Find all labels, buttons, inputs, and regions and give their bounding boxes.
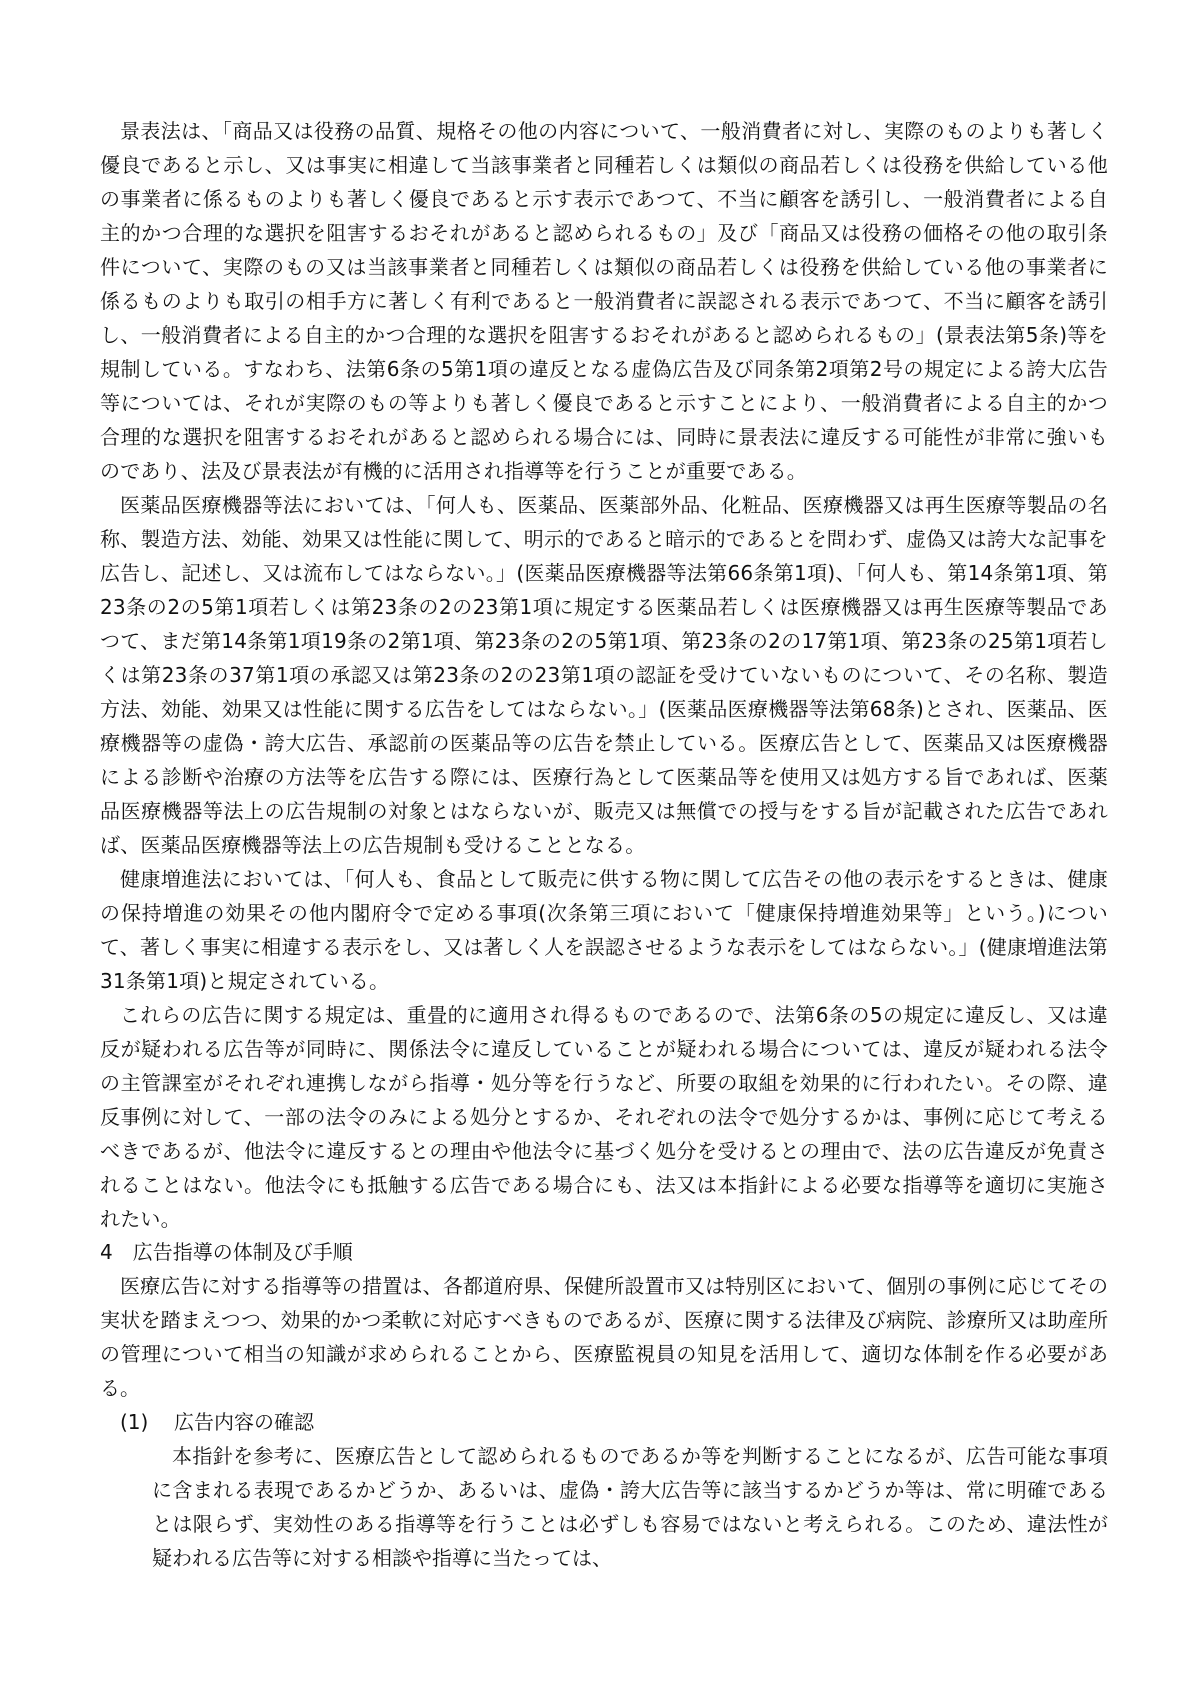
subsection-1-paragraph: 本指針を参考に、医療広告として認められるものであるか等を判断することになるが、広告可能な事項に含まれる表現であるかどうか、あるいは、虚偽・誇大広告等に該当するかどうか等は、常に明確であるとは限らず、実効性のある指導等を行うことは必ずしも容易ではないと考えられる。このため、違法性が疑われる広告等に対する相談や指導に当たっては、 [152,1444,1108,1570]
paragraph-pmd-act: 医薬品医療機器等法においては、「何人も、医薬品、医薬部外品、化粧品、医療機器又は再生医療等製品の名称、製造方法、効能、効果又は性能に関して、明示的であると暗示的であるとを問わず、虚偽又は誇大な記事を広告し、記述し、又は流布してはならない。」(医薬品医療機器等法第66条第1項)、「何人も、第14条第1項、第23条の2の5第1項若しくは第23条の2の23第1項に規定する医薬品若しくは医療機器又は再生医療等製品であつて、まだ第14条第1項19条の2第1項、第23条の2の5第1項、第23条の2の17第1項、第23条の25第1項若しくは第23条の37第1項の承認又は第23条の2の23第1項の認証を受けていないものについて、その名称、製造方法、効能、効果又は性能に関する広告をしてはならない。」(医薬品医療機器等法第68条)とされ、医薬品、医療機器等の虚偽・誇大広告、承認前の医薬品等の広告を禁止している。医療広告として、医薬品又は医療機器による診断や治療の方法等を広告する際には、医療行為として医薬品等を使用又は処方する旨であれば、医薬品医療機器等法上の広告規制の対象とはならないが、販売又は無償での授与をする旨が記載された広告であれば、医薬品医療機器等法上の広告規制も受けることとなる。 [100,493,1108,857]
subsection-1-title: 広告内容の確認 [174,1410,314,1434]
section-4-paragraph: 医療広告に対する指導等の措置は、各都道府県、保健所設置市又は特別区において、個別の事例に応じてその実状を踏まえつつ、効果的かつ柔軟に対応すべきものであるが、医療に関する法律及び病院、診療所又は助産所の管理について相当の知識が求められることから、医療監視員の知見を活用して、適切な体制を作る必要がある。 [100,1274,1108,1400]
body-text [100,114,1108,1236]
paragraph-health-promotion-act: 健康増進法においては、「何人も、食品として販売に供する物に関して広告その他の表示をするときは、健康の保持増進の効果その他内閣府令で定める事項(次条第三項において「健康保持増進効果等」という。)について、著しく事実に相違する表示をし、又は著しく人を誤認させるような表示をしてはならない。」(健康増進法第31条第1項)と規定されている。 [100,867,1108,993]
section-4-heading: 4 広告指導の体制及び手順 [100,1240,353,1264]
subsection-1-heading [120,1405,314,1439]
paragraph-overlapping-regulations: これらの広告に関する規定は、重畳的に適用され得るものであるので、法第6条の5の規定に違反し、又は違反が疑われる広告等が同時に、関係法令に違反していることが疑われる場合については、違反が疑われる法令の主管課室がそれぞれ連携しながら指導・処分等を行うなど、所要の取組を効果的に行われたい。その際、違反事例に対して、一部の法令のみによる処分とするか、それぞれの法令で処分するかは、事例に応じて考えるべきであるが、他法令に違反するとの理由や他法令に基づく処分を受けるとの理由で、法の広告違反が免責されることはない。他法令にも抵触する広告である場合にも、法又は本指針による必要な指導等を適切に実施されたい。 [100,1003,1108,1231]
subsection-1-number: (1) [120,1410,149,1434]
paragraph-keihyoho: 景表法は、「商品又は役務の品質、規格その他の内容について、一般消費者に対し、実際のものよりも著しく優良であると示し、又は事実に相違して当該事業者と同種若しくは類似の商品若しくは役務を供給している他の事業者に係るものよりも著しく優良であると示す表示であつて、不当に顧客を誘引し、一般消費者による自主的かつ合理的な選択を阻害するおそれがあると認められるもの」及び「商品又は役務の価格その他の取引条件について、実際のもの又は当該事業者と同種若しくは類似の商品若しくは役務を供給している他の事業者に係るものよりも取引の相手方に著しく有利であると一般消費者に誤認される表示であつて、不当に顧客を誘引し、一般消費者による自主的かつ合理的な選択を阻害するおそれがあると認められるもの」(景表法第5条)等を規制している。すなわち、法第6条の5第1項の違反となる虚偽広告及び同条第2項第2号の規定による誇大広告等については、それが実際のもの等よりも著しく優良であると示すことにより、一般消費者による自主的かつ合理的な選択を阻害するおそれがあると認められる場合には、同時に景表法に違反する可能性が非常に強いものであり、法及び景表法が有機的に活用され指導等を行うことが重要である。 [100,119,1108,483]
